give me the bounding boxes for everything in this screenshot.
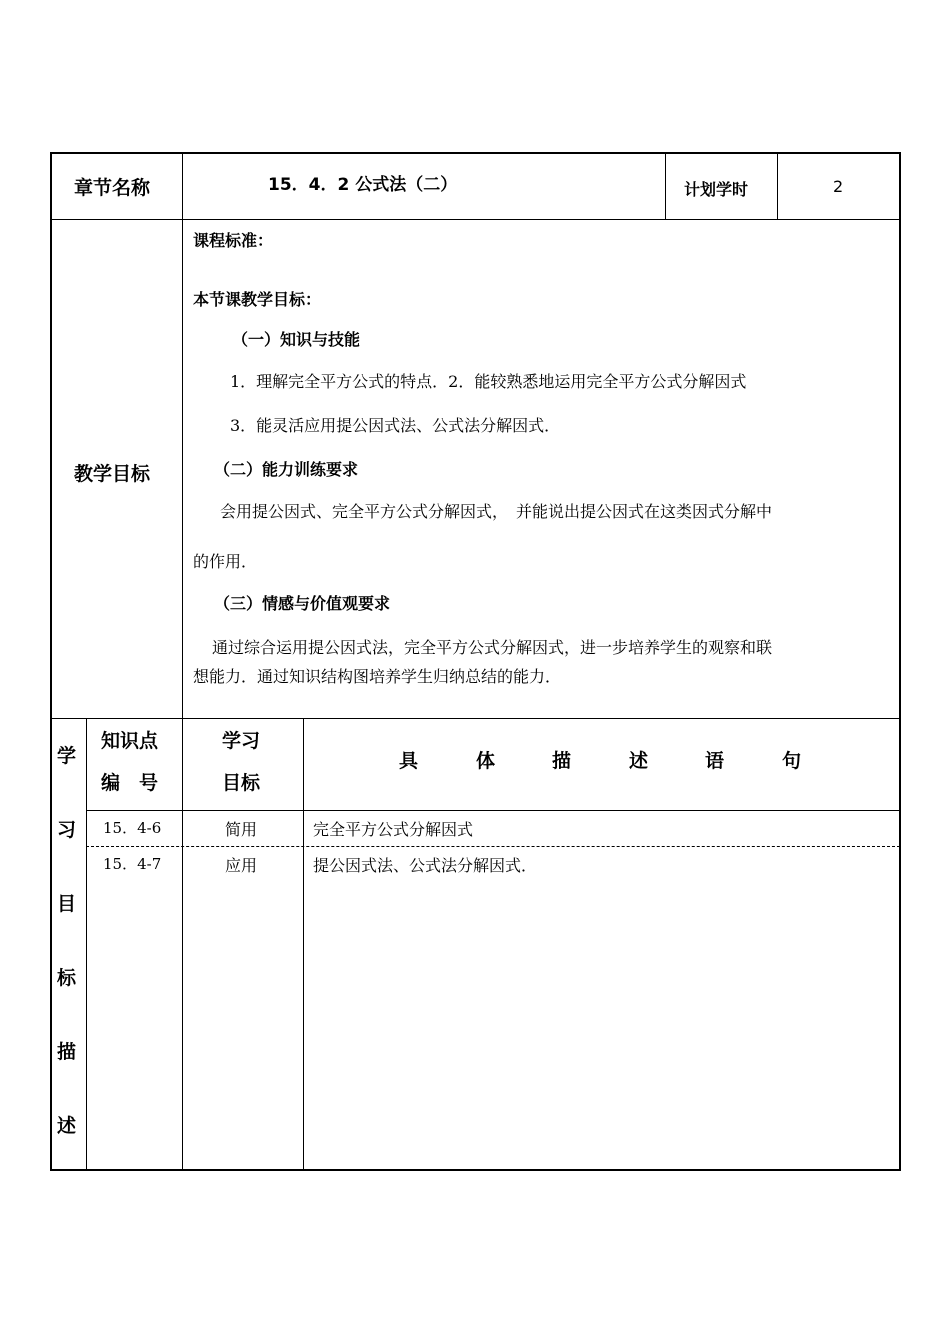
row-code: 15．4-7 xyxy=(103,855,162,873)
col-knowledge-header-line2: 编 号 xyxy=(101,772,159,794)
desc-header-char: 体 xyxy=(476,750,496,772)
side-label-char: 标 xyxy=(57,967,77,989)
curriculum-standard: 课程标准： xyxy=(193,231,274,250)
side-label-char: 学 xyxy=(57,745,77,767)
row-code: 15．4-6 xyxy=(103,819,162,837)
part2-title: （二）能力训练要求 xyxy=(214,460,359,479)
part2-line1: 会用提公因式、完全平方公式分解因式， 并能说出提公因式在这类因式分解中 xyxy=(220,502,773,521)
part1-line2: 3．能灵活应用提公因式法、公式法分解因式． xyxy=(230,416,561,435)
hours-label: 计划学时 xyxy=(684,180,749,199)
hours-value: 2 xyxy=(833,177,844,196)
side-label-char: 目 xyxy=(57,893,77,915)
row-goal: 简用 xyxy=(225,820,258,839)
desc-header-char: 述 xyxy=(629,750,649,772)
row-goal: 应用 xyxy=(225,856,258,875)
desc-header-char: 描 xyxy=(552,750,572,772)
row-description: 提公因式法、公式法分解因式． xyxy=(313,856,538,875)
desc-header-char: 语 xyxy=(705,750,725,772)
chapter-label: 章节名称 xyxy=(74,177,151,199)
part2-line2: 的作用． xyxy=(193,552,258,571)
side-label-char: 习 xyxy=(57,819,77,841)
part1-line1: 1．理解完全平方公式的特点．2．能较熟悉地运用完全平方公式分解因式 xyxy=(230,372,747,391)
col-goal-header-line1: 学习 xyxy=(222,730,261,752)
col-goal-header-line2: 目标 xyxy=(222,772,261,794)
part3-line2: 想能力．通过知识结构图培养学生归纳总结的能力． xyxy=(193,667,562,686)
part3-title: （三）情感与价值观要求 xyxy=(214,594,391,613)
col-knowledge-header-line1: 知识点 xyxy=(101,730,159,752)
desc-header-char: 句 xyxy=(782,750,802,772)
part3-line1: 通过综合运用提公因式法，完全平方公式分解因式，进一步培养学生的观察和联 xyxy=(212,638,773,657)
side-label-char: 述 xyxy=(57,1115,77,1137)
side-label-char: 描 xyxy=(57,1041,77,1063)
desc-header-char: 具 xyxy=(399,750,419,772)
row-description: 完全平方公式分解因式 xyxy=(313,820,474,839)
part1-title: （一）知识与技能 xyxy=(232,330,361,349)
objectives-section-label: 教学目标 xyxy=(74,463,151,485)
lesson-goals-heading: 本节课教学目标： xyxy=(193,290,322,309)
chapter-value: 15．4．2 公式法（二） xyxy=(268,175,458,195)
